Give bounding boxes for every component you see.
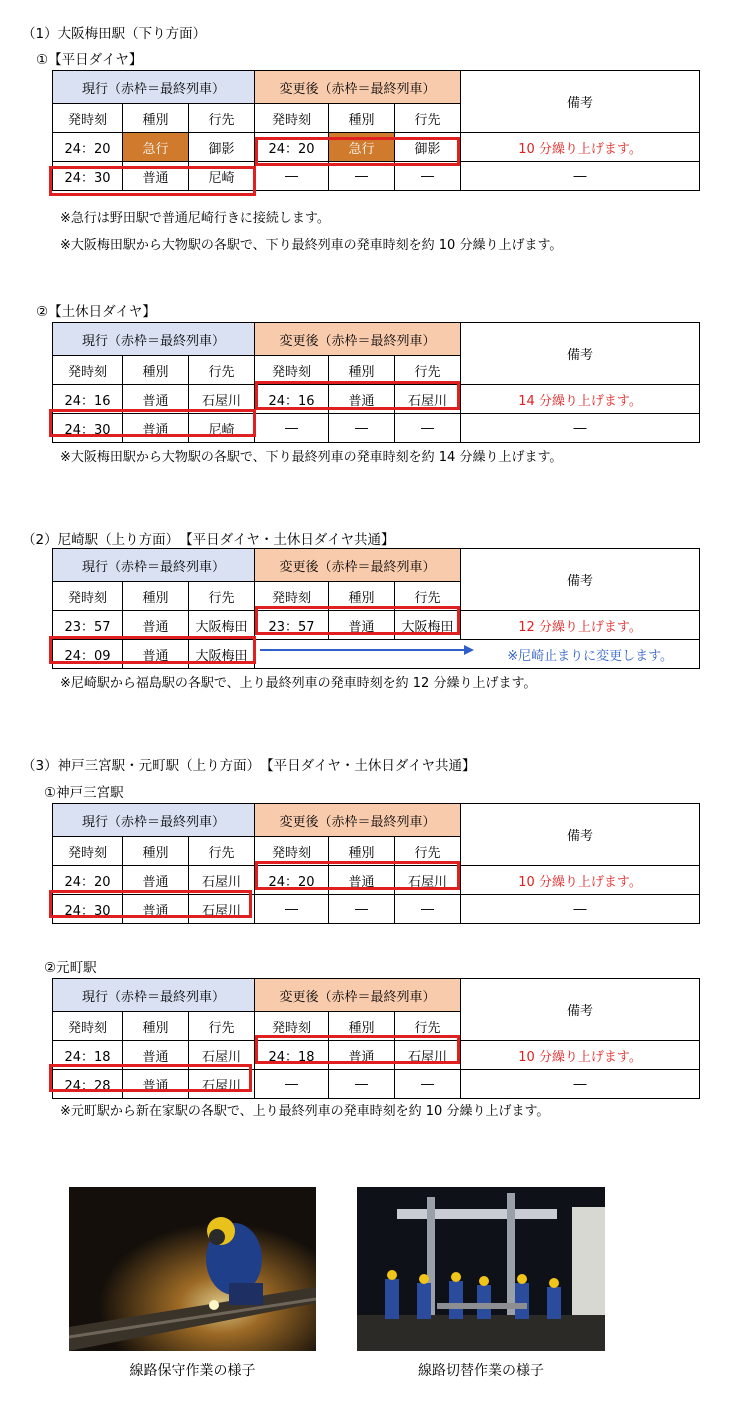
type-header: 種別 xyxy=(123,104,189,133)
last-train-highlight xyxy=(255,137,460,166)
arrow-note: ※尼崎止まりに変更します。 xyxy=(507,648,674,664)
cell: 普通 xyxy=(123,385,189,414)
section3-title: （3）神戸三宮駅・元町駅（上り方面） 【平日ダイヤ・土休日ダイヤ共通】 xyxy=(22,758,476,774)
note: ※尼崎駅から福島駅の各駅で、上り最終列車の発車時刻を約 12 分繰り上げます。 xyxy=(60,676,537,691)
cell: 大阪梅田 xyxy=(395,611,461,640)
dep-header: 発時刻 xyxy=(255,837,329,866)
cell: 23：57 xyxy=(53,611,123,640)
dest-header: 行先 xyxy=(189,104,255,133)
cell: ― xyxy=(255,414,329,443)
current-header: 現行（赤枠＝最終列車） xyxy=(53,71,255,104)
cell: 石屋川 xyxy=(189,866,255,895)
dest-header: 行先 xyxy=(395,582,461,611)
holiday-subtitle: ②【土休日ダイヤ】 xyxy=(36,304,156,320)
cell: ― xyxy=(329,162,395,191)
dest-header: 行先 xyxy=(395,837,461,866)
cell: ― xyxy=(461,414,700,443)
cell: 大阪梅田 xyxy=(189,611,255,640)
weekday-subtitle: ①【平日ダイヤ】 xyxy=(36,52,143,68)
cell: 普通 xyxy=(123,866,189,895)
last-train-highlight xyxy=(49,409,256,437)
remark-cell: 12 分繰り上げます。 xyxy=(461,611,700,640)
cell: 24：30 xyxy=(53,895,123,924)
dep-header: 発時刻 xyxy=(255,356,329,385)
cell: 普通 xyxy=(123,895,189,924)
motomachi-subtitle: ②元町駅 xyxy=(44,960,97,976)
cell: 24：28 xyxy=(53,1070,123,1099)
arrow-right-icon xyxy=(258,643,478,657)
dep-header: 発時刻 xyxy=(53,1012,123,1041)
dep-header: 発時刻 xyxy=(53,582,123,611)
type-header: 種別 xyxy=(123,582,189,611)
dest-header: 行先 xyxy=(189,837,255,866)
note: ※元町駅から新在家駅の各駅で、上り最終列車の発車時刻を約 10 分繰り上げます。 xyxy=(60,1104,550,1119)
last-train-highlight xyxy=(255,381,460,410)
changed-header: 変更後（赤枠＝最終列車） xyxy=(255,323,461,356)
dep-header: 発時刻 xyxy=(53,837,123,866)
changed-header: 変更後（赤枠＝最終列車） xyxy=(255,71,461,104)
cell: 24：30 xyxy=(53,414,123,443)
cell: ― xyxy=(395,1070,461,1099)
cell: ― xyxy=(329,414,395,443)
changed-header: 変更後（赤枠＝最終列車） xyxy=(255,979,461,1012)
cell: 24：20 xyxy=(53,133,123,162)
cell: ― xyxy=(329,895,395,924)
cell: 23：57 xyxy=(255,611,329,640)
dest-header: 行先 xyxy=(189,356,255,385)
dest-header: 行先 xyxy=(395,104,461,133)
cell: 24：20 xyxy=(53,866,123,895)
type-header: 種別 xyxy=(329,1012,395,1041)
cell: 御影 xyxy=(189,133,255,162)
photo-caption-left: 線路保守作業の様子 xyxy=(129,1363,256,1379)
cell: 普通 xyxy=(329,611,395,640)
last-train-highlight xyxy=(49,636,256,664)
type-header: 種別 xyxy=(329,356,395,385)
cell: 24：18 xyxy=(255,1041,329,1070)
last-train-highlight xyxy=(255,861,460,890)
cell: ― xyxy=(461,895,700,924)
last-train-highlight xyxy=(49,166,256,196)
cell: 御影 xyxy=(395,133,461,162)
cell: 大阪梅田 xyxy=(189,640,255,669)
cell: 普通 xyxy=(123,1041,189,1070)
dest-header: 行先 xyxy=(189,582,255,611)
type-header: 種別 xyxy=(123,1012,189,1041)
remarks-header: 備考 xyxy=(461,979,700,1041)
last-train-highlight xyxy=(49,890,252,918)
remarks-header: 備考 xyxy=(461,804,700,866)
dep-header: 発時刻 xyxy=(255,582,329,611)
cell: 普通 xyxy=(123,640,189,669)
current-header: 現行（赤枠＝最終列車） xyxy=(53,323,255,356)
type-header: 種別 xyxy=(329,837,395,866)
cell: 24：18 xyxy=(53,1041,123,1070)
cell: ― xyxy=(395,162,461,191)
cell: 石屋川 xyxy=(189,895,255,924)
cell: ― xyxy=(395,414,461,443)
current-header: 現行（赤枠＝最終列車） xyxy=(53,804,255,837)
cell: ― xyxy=(395,895,461,924)
changed-header: 変更後（赤枠＝最終列車） xyxy=(255,804,461,837)
cell: 24：16 xyxy=(53,385,123,414)
dest-header: 行先 xyxy=(395,1012,461,1041)
cell: 24：20 xyxy=(255,133,329,162)
cell: ― xyxy=(329,1070,395,1099)
cell: 尼崎 xyxy=(189,162,255,191)
cell: ― xyxy=(255,1070,329,1099)
current-header: 現行（赤枠＝最終列車） xyxy=(53,549,255,582)
current-header: 現行（赤枠＝最終列車） xyxy=(53,979,255,1012)
cell: 普通 xyxy=(123,611,189,640)
cell: 石屋川 xyxy=(395,1041,461,1070)
cell: 普通 xyxy=(329,1041,395,1070)
dest-header: 行先 xyxy=(189,1012,255,1041)
cell: 尼崎 xyxy=(189,414,255,443)
cell: ― xyxy=(461,162,700,191)
note: ※大阪梅田駅から大物駅の各駅で、下り最終列車の発車時刻を約 10 分繰り上げます。 xyxy=(60,238,563,253)
section1-title: （1）大阪梅田駅（下り方面） xyxy=(22,26,207,42)
dep-header: 発時刻 xyxy=(53,104,123,133)
remark-cell: 10 分繰り上げます。 xyxy=(461,133,700,162)
type-header: 種別 xyxy=(329,104,395,133)
remark-cell: 14 分繰り上げます。 xyxy=(461,385,700,414)
cell: 普通 xyxy=(329,385,395,414)
dest-header: 行先 xyxy=(395,356,461,385)
sannomiya-subtitle: ①神戸三宮駅 xyxy=(44,785,124,801)
express-cell: 急行 xyxy=(329,133,395,162)
type-header: 種別 xyxy=(123,837,189,866)
cell: 24：16 xyxy=(255,385,329,414)
photo-caption-right: 線路切替作業の様子 xyxy=(418,1363,544,1379)
cell: 24：30 xyxy=(53,162,123,191)
cell: 24：20 xyxy=(255,866,329,895)
note: ※急行は野田駅で普通尼崎行きに接続します。 xyxy=(60,211,330,226)
remarks-header: 備考 xyxy=(461,323,700,385)
last-train-highlight xyxy=(49,1064,252,1092)
cell: 石屋川 xyxy=(189,385,255,414)
dep-header: 発時刻 xyxy=(53,356,123,385)
last-train-highlight xyxy=(255,1035,460,1064)
cell: 普通 xyxy=(123,414,189,443)
type-header: 種別 xyxy=(123,356,189,385)
cell: 普通 xyxy=(123,162,189,191)
express-cell: 急行 xyxy=(123,133,189,162)
cell: 石屋川 xyxy=(395,866,461,895)
remarks-header: 備考 xyxy=(461,549,700,611)
cell: 石屋川 xyxy=(189,1041,255,1070)
dep-header: 発時刻 xyxy=(255,104,329,133)
cell: 普通 xyxy=(123,1070,189,1099)
cell: 普通 xyxy=(329,866,395,895)
cell: ― xyxy=(255,895,329,924)
remarks-header: 備考 xyxy=(461,71,700,133)
cell: 石屋川 xyxy=(189,1070,255,1099)
cell: ― xyxy=(255,162,329,191)
remark-cell: 10 分繰り上げます。 xyxy=(461,866,700,895)
cell: 24：09 xyxy=(53,640,123,669)
changed-header: 変更後（赤枠＝最終列車） xyxy=(255,549,461,582)
type-header: 種別 xyxy=(329,582,395,611)
last-train-highlight xyxy=(255,606,460,635)
note: ※大阪梅田駅から大物駅の各駅で、下り最終列車の発車時刻を約 14 分繰り上げます。 xyxy=(60,450,563,465)
section2-title: （2）尼崎駅（上り方面） 【平日ダイヤ・土休日ダイヤ共通】 xyxy=(22,532,395,548)
cell: 石屋川 xyxy=(395,385,461,414)
dep-header: 発時刻 xyxy=(255,1012,329,1041)
track-maintenance-photo xyxy=(69,1187,316,1351)
remark-cell: 10 分繰り上げます。 xyxy=(461,1041,700,1070)
cell: ― xyxy=(461,1070,700,1099)
track-switching-photo xyxy=(357,1187,605,1351)
